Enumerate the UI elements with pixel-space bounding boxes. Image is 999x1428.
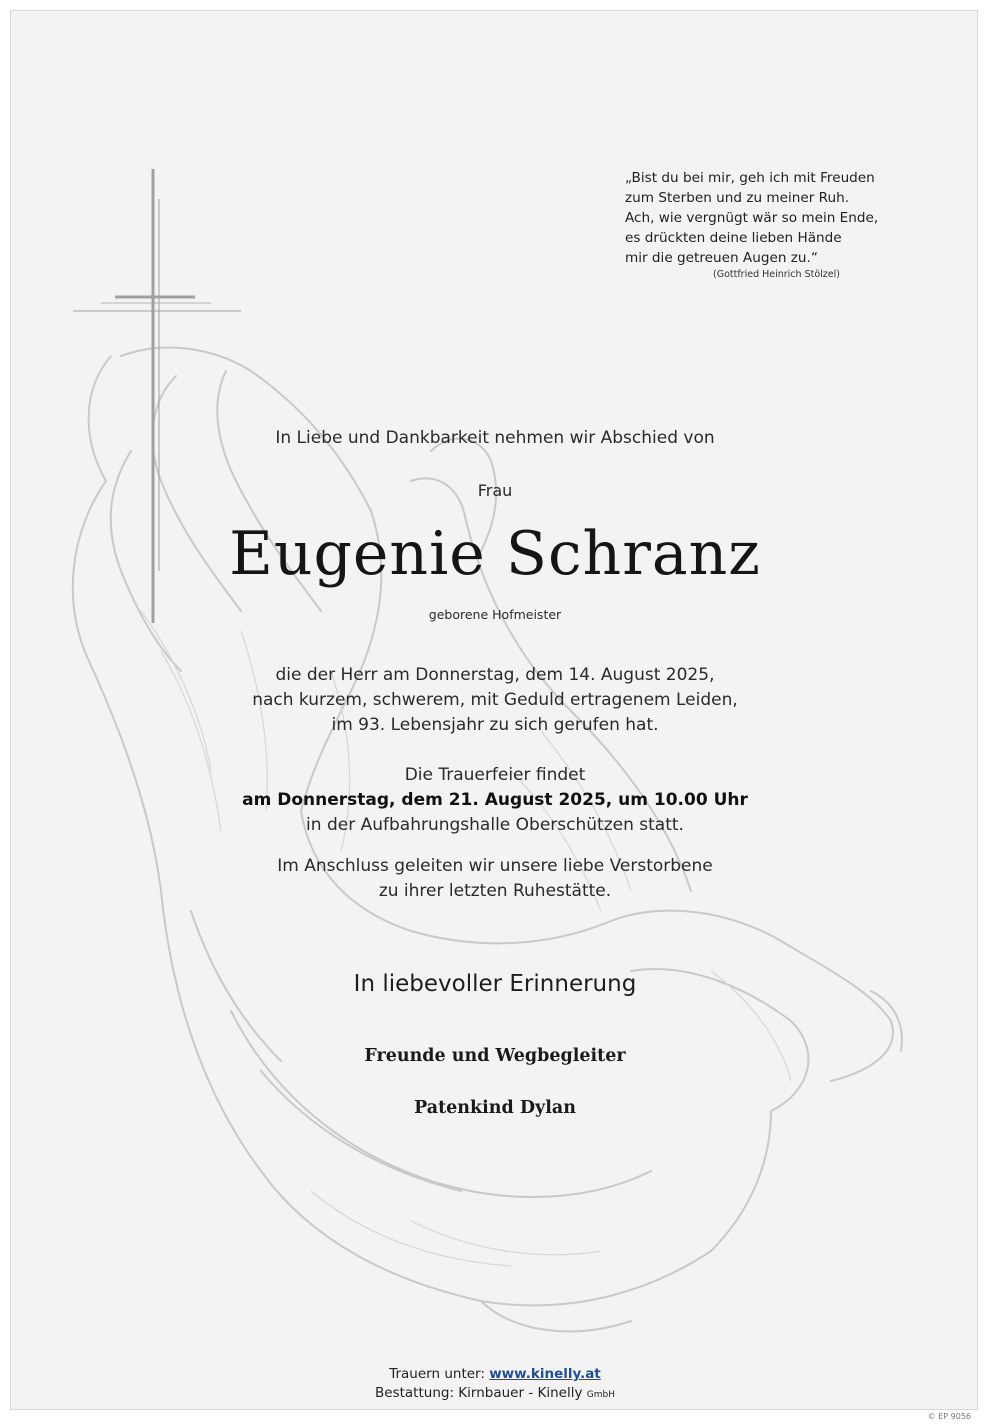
quote-line: es drückten deine lieben Hände [625, 230, 842, 246]
footer [11, 1365, 978, 1405]
company-suffix: GmbH [586, 1390, 615, 1400]
obituary-sheet [10, 10, 978, 1410]
quote-line: zum Sterben und zu meiner Ruh. [625, 190, 850, 206]
death-text [11, 663, 978, 738]
quote-line: mir die getreuen Augen zu.“ [625, 250, 818, 266]
quote-author: (Gottfried Heinrich Stölzel) [713, 269, 840, 280]
burial-line: zu ihrer letzten Ruhestätte. [378, 881, 612, 901]
funeral-date: am Donnerstag, dem 21. August 2025, um 10.00 Uhr [242, 790, 748, 810]
salutation: Frau [477, 481, 513, 500]
deceased-name: Eugenie Schranz [229, 519, 761, 589]
quote-line: Ach, wie vergnügt wär so mein Ende, [625, 210, 879, 226]
intro-text: In Liebe und Dankbarkeit nehmen wir Abschied von [275, 428, 715, 448]
quote-line: „Bist du bei mir, geh ich mit Freuden [625, 170, 875, 186]
memory-heading: In liebevoller Erinnerung [353, 971, 637, 997]
website-link[interactable]: www.kinelly.at [489, 1366, 601, 1382]
death-text-line: im 93. Lebensjahr zu sich gerufen hat. [331, 715, 659, 735]
funeral-home-label: Bestattung: [375, 1385, 454, 1401]
death-text-line: die der Herr am Donnerstag, dem 14. August 2025, [275, 665, 715, 685]
burial-text [11, 854, 978, 904]
funeral-home-name: Kirnbauer - Kinelly [458, 1385, 583, 1401]
mourner-godchild: Patenkind Dylan [414, 1098, 576, 1118]
burial-line: Im Anschluss geleiten wir unsere liebe Verstorbene [277, 856, 713, 876]
mourner-friends: Freunde und Wegbegleiter [364, 1046, 626, 1066]
quote-block [625, 168, 925, 282]
funeral-line: Die Trauerfeier findet [404, 765, 586, 785]
funeral-info [11, 763, 978, 838]
funeral-location: in der Aufbahrungshalle Oberschützen statt. [306, 815, 684, 835]
death-text-line: nach kurzem, schwerem, mit Geduld ertragenem Leiden, [252, 690, 738, 710]
footer-label: Trauern unter: [389, 1366, 485, 1382]
print-code: © EP 9056 [927, 1412, 971, 1421]
birth-name: geborene Hofmeister [428, 607, 562, 622]
